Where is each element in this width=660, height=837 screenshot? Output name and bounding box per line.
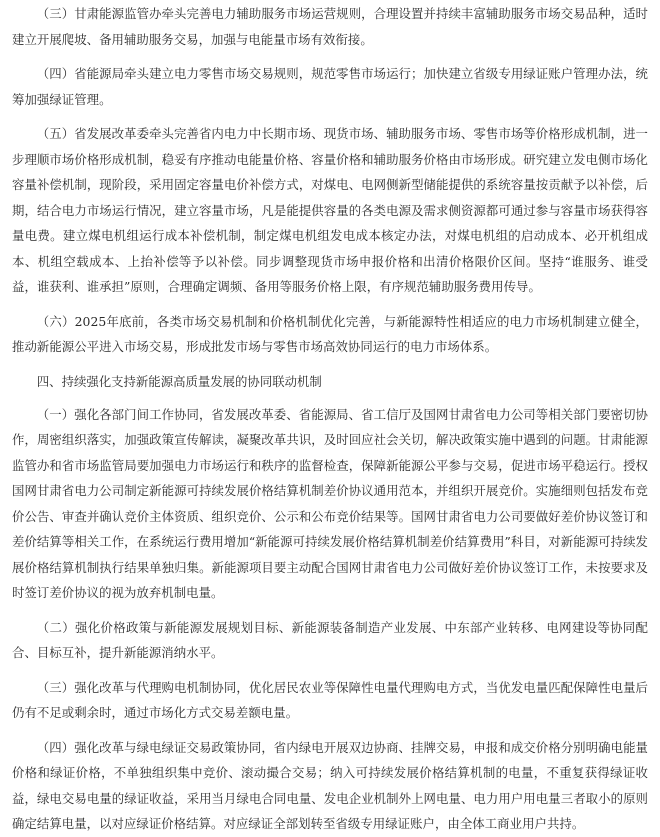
paragraph-2-policy-planning: （二）强化价格政策与新能源发展规划目标、新能源装备制造产业发展、中东部产业转移、电网建设等协同配合、目标互补，提升新能源消纳水平。 [12, 619, 648, 660]
paragraph-4-retail-market: （四）省能源局牵头建立电力零售市场交易规则，规范零售市场运行；加快建立省级专用绿证账户管理办法，统筹加强绿证管理。 [12, 66, 648, 107]
section-heading: 四、持续强化支持新能源高质量发展的协同联动机制 [36, 373, 322, 389]
paragraph-3-ancillary-services: （三）甘肃能源监管办牵头完善电力辅助服务市场运营规则，合理设置并持续丰富辅助服务市场交易品种，适时建立开展爬坡、备用辅助服务交易，加强与电能量市场有效衔接。 [12, 6, 648, 47]
paragraph-3-agent-purchase: （三）强化改革与代理购电机制协同，优化居民农业等保障性电量代理购电方式，当优发电量匹配保障性电量后仍有不足或剩余时，通过市场化方式交易差额电量。 [12, 679, 648, 720]
paragraph-5-price-mechanism: （五）省发展改革委牵头完善省内电力中长期市场、现货市场、辅助服务市场、零售市场等价格形成机制，进一步理顺市场价格形成机制，稳妥有序推动电能量价格、容量价格和辅助服务价格由市场形成。研究建立发电侧市场化容量补偿机制，现阶段，采用固定容量电价补偿方式，对煤电、电网侧新型储能提供的系统容量按贡献予以补偿，后期，结合电力市场运行情况，建立容量市场，凡是能提供容量的各类电源及需求侧资源都可通过参与容量市场获得容量电费。建立煤电机组运行成本补偿机制，制定煤电机组发电成本核定办法，对煤电机组的启动成本、必开机组成本、机组空载成本、上抬补偿等予以补偿。同步调整现货市场申报价格和出清价格限价区间。坚持“谁服务、谁受益，谁获利、谁承担”原则，合理确定调频、备用等服务价格上限，有序规范辅助服务费用传导。 [12, 126, 648, 294]
paragraph-4-green-certificate: （四）强化改革与绿电绿证交易政策协同，省内绿电开展双边协商、挂牌交易，申报和成交价格分别明确电能量价格和绿证价格，不单独组织集中竞价、滚动撮合交易；纳入可持续发展价格结算机制的电量，不重复获得绿证收益，绿电交易电量的绿证收益，采用当月绿电合同电量、发电企业机制外上网电量、电力用户用电量三者取小的原则确定结算电量，以对应绿证价格结算。对应绿证全部划转至省级专用绿证账户，由全体工商业用户共持。 [12, 739, 648, 831]
paragraph-1-department-coordination: （一）强化各部门间工作协同，省发展改革委、省能源局、省工信厅及国网甘肃省电力公司等相关部门要密切协作，周密组织落实，加强政策宣传解读，凝聚改革共识，及时回应社会关切，解决政策实施中遇到的问题。甘肃能源监管办和省市场监管局要加强电力市场运行和秩序的监督检查，保障新能源公平参与交易，促进市场平稳运行。授权国网甘肃省电力公司制定新能源可持续发展价格结算机制差价协议通用范本，并组织开展竞价。实施细则包括发布竞价公告、审查并确认竞价主体资质、组织竞价、公示和公布竞价结果等。国网甘肃省电力公司要做好差价协议签订和差价结算等相关工作，在系统运行费用增加“新能源可持续发展价格结算机制差价结算费用”科目，对新能源可持续发展价格结算机制执行结果单独归集。新能源项目要主动配合国网甘肃省电力公司做好差价协议签订工作，未按要求及时签订差价协议的视为放弃机制电量。 [12, 406, 648, 600]
paragraph-6-deadline-2025: （六）2025年底前，各类市场交易机制和价格机制优化完善，与新能源特性相适应的电力市场机制建立健全，推动新能源公平进入市场交易，形成批发市场与零售市场高效协同运行的电力市场体系。 [12, 313, 648, 354]
